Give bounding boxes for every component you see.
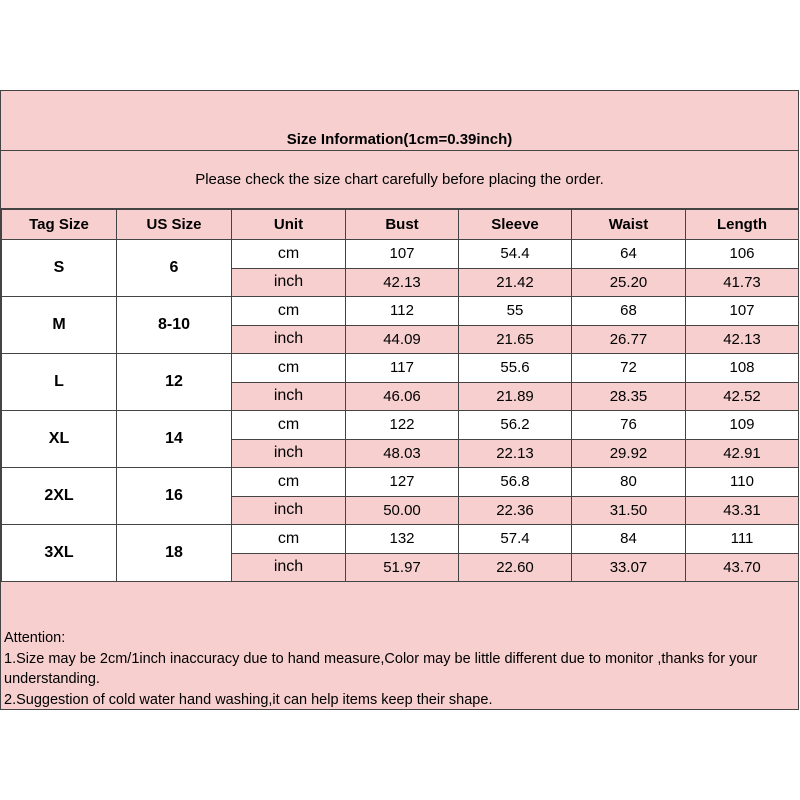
unit-cell: cm xyxy=(232,297,346,326)
table-row xyxy=(2,411,799,440)
waist-cell: 26.77 xyxy=(572,325,686,354)
bust-cell: 50.00 xyxy=(346,496,459,525)
sleeve-cell: 55 xyxy=(459,297,572,326)
sleeve-cell: 56.2 xyxy=(459,411,572,440)
sleeve-cell: 57.4 xyxy=(459,525,572,554)
length-cell: 109 xyxy=(686,411,799,440)
unit-cell: inch xyxy=(232,439,346,468)
chart-title: Size Information(1cm=0.39inch) xyxy=(1,91,798,151)
length-cell: 108 xyxy=(686,354,799,383)
header-sleeve: Sleeve xyxy=(459,210,572,240)
length-cell: 41.73 xyxy=(686,268,799,297)
length-cell: 42.52 xyxy=(686,382,799,411)
length-cell: 106 xyxy=(686,240,799,269)
bust-cell: 117 xyxy=(346,354,459,383)
bust-cell: 122 xyxy=(346,411,459,440)
tag-size-cell: L xyxy=(2,354,117,411)
tag-size-cell: S xyxy=(2,240,117,297)
tag-size-cell: XL xyxy=(2,411,117,468)
bust-cell: 46.06 xyxy=(346,382,459,411)
waist-cell: 31.50 xyxy=(572,496,686,525)
unit-cell: cm xyxy=(232,525,346,554)
length-cell: 107 xyxy=(686,297,799,326)
us-size-cell: 18 xyxy=(117,525,232,582)
size-table xyxy=(1,209,799,582)
unit-cell: cm xyxy=(232,468,346,497)
table-row xyxy=(2,468,799,497)
sleeve-cell: 56.8 xyxy=(459,468,572,497)
us-size-cell: 6 xyxy=(117,240,232,297)
chart-note: Please check the size chart carefully before placing the order. xyxy=(1,151,798,209)
header-us-size: US Size xyxy=(117,210,232,240)
attention-line-1: 1.Size may be 2cm/1inch inaccuracy due to hand measure,Color may be little different due to monitor ,thanks for your understanding. xyxy=(4,650,758,687)
waist-cell: 68 xyxy=(572,297,686,326)
bust-cell: 132 xyxy=(346,525,459,554)
unit-cell: inch xyxy=(232,325,346,354)
waist-cell: 80 xyxy=(572,468,686,497)
unit-cell: inch xyxy=(232,382,346,411)
sleeve-cell: 55.6 xyxy=(459,354,572,383)
length-cell: 43.70 xyxy=(686,553,799,582)
bust-cell: 48.03 xyxy=(346,439,459,468)
unit-cell: inch xyxy=(232,496,346,525)
unit-cell: cm xyxy=(232,411,346,440)
table-row xyxy=(2,525,799,554)
unit-cell: inch xyxy=(232,268,346,297)
tag-size-cell: M xyxy=(2,297,117,354)
waist-cell: 84 xyxy=(572,525,686,554)
bust-cell: 107 xyxy=(346,240,459,269)
length-cell: 43.31 xyxy=(686,496,799,525)
bust-cell: 127 xyxy=(346,468,459,497)
header-bust: Bust xyxy=(346,210,459,240)
header-unit: Unit xyxy=(232,210,346,240)
tag-size-cell: 2XL xyxy=(2,468,117,525)
us-size-cell: 12 xyxy=(117,354,232,411)
header-tag-size: Tag Size xyxy=(2,210,117,240)
us-size-cell: 14 xyxy=(117,411,232,468)
size-chart-sheet xyxy=(0,90,799,710)
sleeve-cell: 21.42 xyxy=(459,268,572,297)
length-cell: 111 xyxy=(686,525,799,554)
waist-cell: 76 xyxy=(572,411,686,440)
bust-cell: 51.97 xyxy=(346,553,459,582)
us-size-cell: 16 xyxy=(117,468,232,525)
sleeve-cell: 22.36 xyxy=(459,496,572,525)
sleeve-cell: 21.89 xyxy=(459,382,572,411)
waist-cell: 28.35 xyxy=(572,382,686,411)
waist-cell: 64 xyxy=(572,240,686,269)
header-row xyxy=(2,210,799,240)
attention-notes xyxy=(1,564,798,709)
sleeve-cell: 21.65 xyxy=(459,325,572,354)
bust-cell: 42.13 xyxy=(346,268,459,297)
waist-cell: 72 xyxy=(572,354,686,383)
bust-cell: 112 xyxy=(346,297,459,326)
table-row xyxy=(2,240,799,269)
sleeve-cell: 54.4 xyxy=(459,240,572,269)
us-size-cell: 8-10 xyxy=(117,297,232,354)
waist-cell: 29.92 xyxy=(572,439,686,468)
table-row xyxy=(2,297,799,326)
table-row xyxy=(2,354,799,383)
attention-heading: Attention: xyxy=(4,630,66,646)
length-cell: 110 xyxy=(686,468,799,497)
unit-cell: cm xyxy=(232,354,346,383)
header-waist: Waist xyxy=(572,210,686,240)
waist-cell: 33.07 xyxy=(572,553,686,582)
attention-line-2: 2.Suggestion of cold water hand washing,it can help items keep their shape. xyxy=(4,691,493,708)
sleeve-cell: 22.60 xyxy=(459,553,572,582)
unit-cell: cm xyxy=(232,240,346,269)
bust-cell: 44.09 xyxy=(346,325,459,354)
sleeve-cell: 22.13 xyxy=(459,439,572,468)
length-cell: 42.91 xyxy=(686,439,799,468)
tag-size-cell: 3XL xyxy=(2,525,117,582)
waist-cell: 25.20 xyxy=(572,268,686,297)
length-cell: 42.13 xyxy=(686,325,799,354)
unit-cell: inch xyxy=(232,553,346,582)
header-length: Length xyxy=(686,210,799,240)
